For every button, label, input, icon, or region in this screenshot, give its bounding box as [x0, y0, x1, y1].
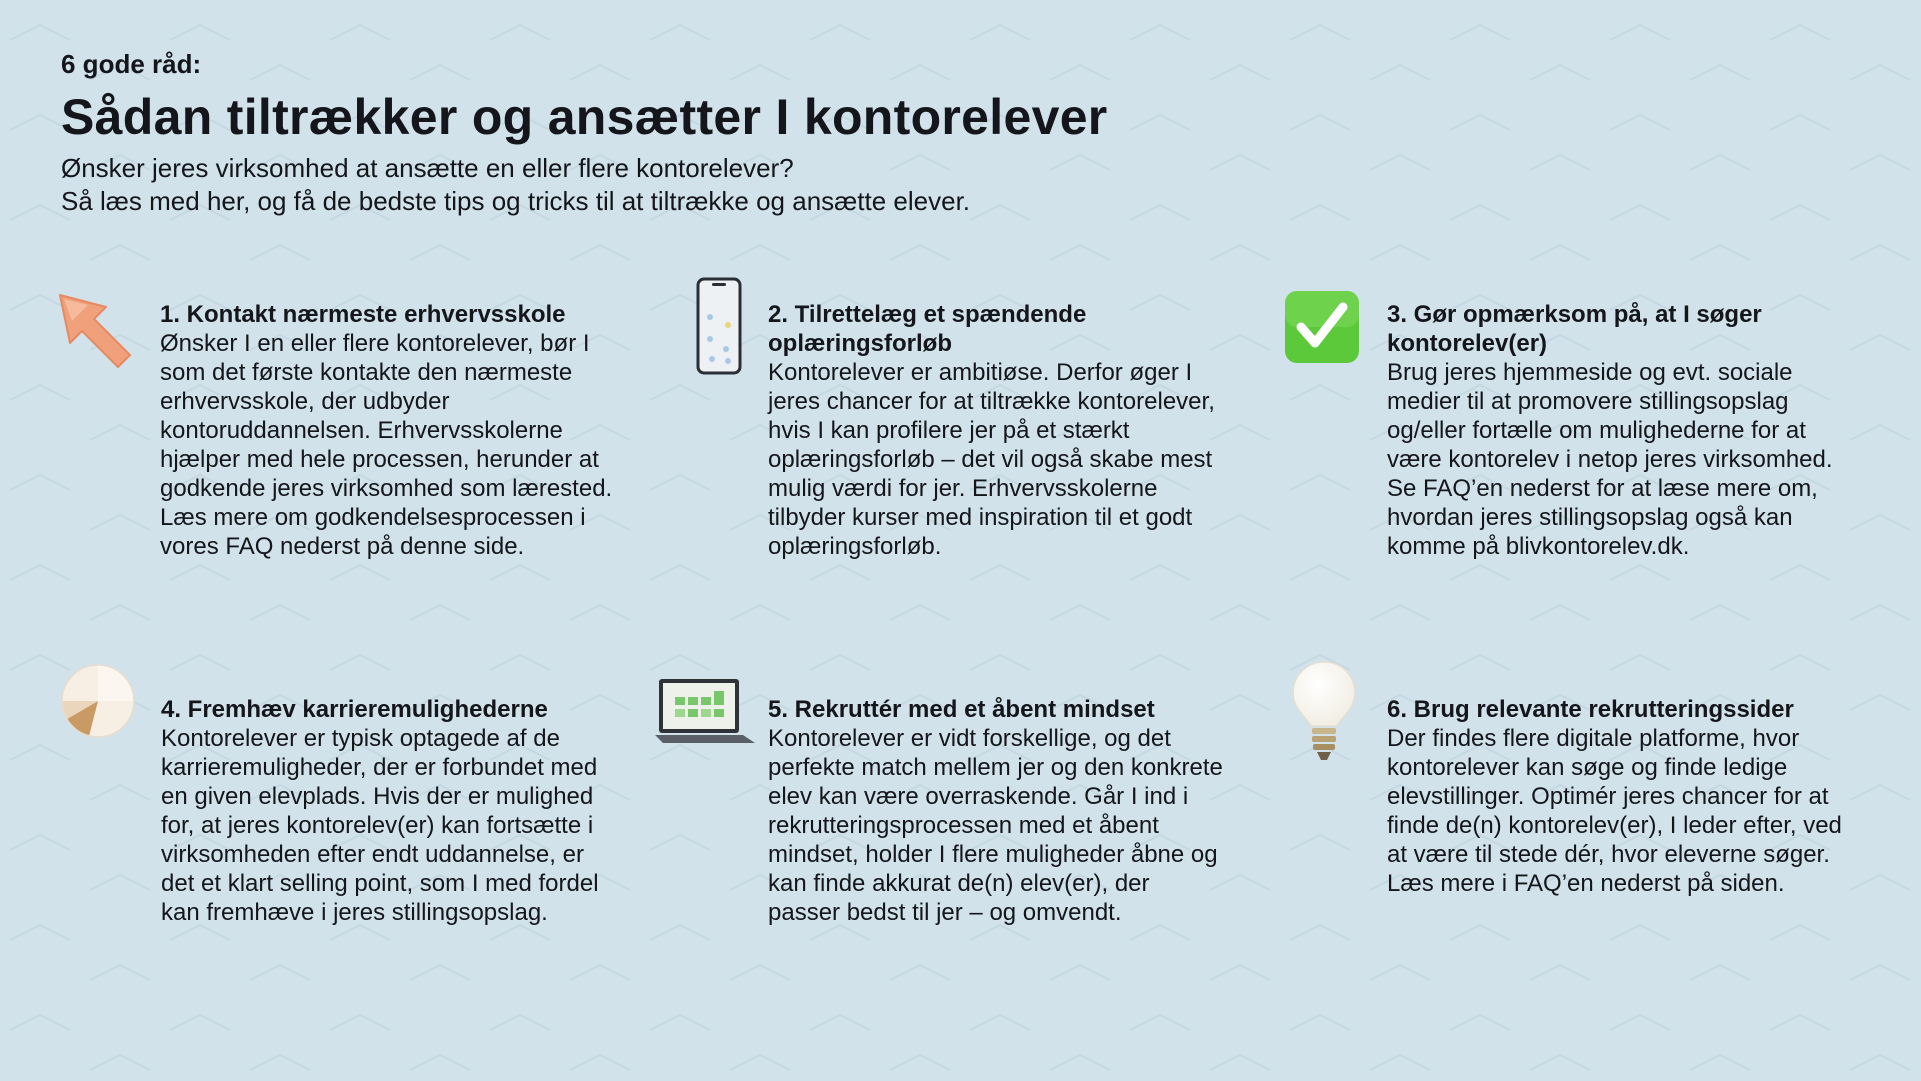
tip-body-6: Der findes flere digitale platforme, hvor kontorelever kan søge og finde ledige elevstillinger. Optimér jeres chancer for at finde de(n) kontorelev(er), I leder efter, ved at være til stede dér, hvor eleverne søger. Læs mere i FAQ’en nederst på siden.	[1387, 725, 1842, 897]
tip-title-4: 4. Fremhæv karrieremulighederne	[161, 696, 548, 723]
page-title: Sådan tiltrækker og ansætter I kontorelever	[61, 89, 1108, 145]
tip-title-5: 5. Rekruttér med et åbent mindset	[768, 696, 1155, 723]
laptop-icon	[653, 677, 757, 745]
tip-body-2: Kontorelever er ambitiøse. Derfor øger I jeres chancer for at tiltrække kontorelever, hvis I kan profilere jer på et stærkt oplæringsforløb – det vil også skabe mest mulig værdi for jer. Erhvervsskolerne tilbyder kurser med inspiration til et godt oplæringsforløb.	[768, 359, 1215, 560]
tip-card-3	[1387, 300, 1842, 561]
tip-card-5	[768, 695, 1223, 927]
checkmark-icon	[1283, 289, 1361, 365]
pie-chart-icon	[59, 662, 137, 740]
subtitle-line-2: Så læs med her, og få de bedste tips og tricks til at tiltrække og ansætte elever.	[61, 186, 971, 216]
tip-card-6	[1387, 695, 1842, 898]
tip-card-1	[160, 300, 615, 561]
subtitle-line-1: Ønsker jeres virksomhed at ansætte en eller flere kontorelever?	[61, 153, 794, 183]
tip-body-4: Kontorelever er typisk optagede af de karrieremuligheder, der er forbundet med en given elevplads. Hvis der er mulighed for, at jeres kontorelev(er) kan fortsætte i virksomheden efter endt uddannelse, er det et klart selling point, som I med fordel kan fremhæve i jeres stillingsopslag.	[161, 725, 599, 926]
tip-title-1: 1. Kontakt nærmeste erhvervsskole	[160, 301, 566, 328]
tip-card-2	[768, 300, 1223, 561]
tip-body-3: Brug jeres hjemmeside og evt. sociale medier til at promovere stillingsopslag og/eller fortælle om mulighederne for at være kontorelev i netop jeres virksomhed. Se FAQ’en nederst for at læse mere om, hvordan jeres stillingsopslag også kan komme på blivkontorelev.dk.	[1387, 359, 1833, 560]
tip-body-1: Ønsker I en eller flere kontorelever, bør I som det første kontakte den nærmeste erhvervsskole, der udbyder kontoruddannelsen. Erhvervsskolerne hjælper med hele processen, herunder at godkende jeres virksomhed som lærested. Læs mere om godkendelsesprocessen i vores FAQ nederst på denne side.	[160, 330, 613, 560]
eyebrow: 6 gode råd:	[61, 49, 202, 79]
cursor-arrow-icon	[58, 293, 134, 369]
tip-title-6: 6. Brug relevante rekrutteringssider	[1387, 696, 1794, 723]
header	[61, 48, 1561, 218]
tip-card-4	[161, 695, 616, 927]
tip-title-3: 3. Gør opmærksom på, at I søger kontorelev(er)	[1387, 301, 1762, 357]
lightbulb-icon	[1291, 660, 1357, 764]
tip-title-2: 2. Tilrettelæg et spændende oplæringsforløb	[768, 301, 1087, 357]
tip-body-5: Kontorelever er vidt forskellige, og det perfekte match mellem jer og den konkrete elev kan være overraskende. Går I ind i rekrutteringsprocessen med et åbent mindset, holder I flere muligheder åbne og kan finde akkurat de(n) elev(er), der passer bedst til jer – og omvendt.	[768, 725, 1223, 926]
smartphone-icon	[696, 277, 742, 375]
